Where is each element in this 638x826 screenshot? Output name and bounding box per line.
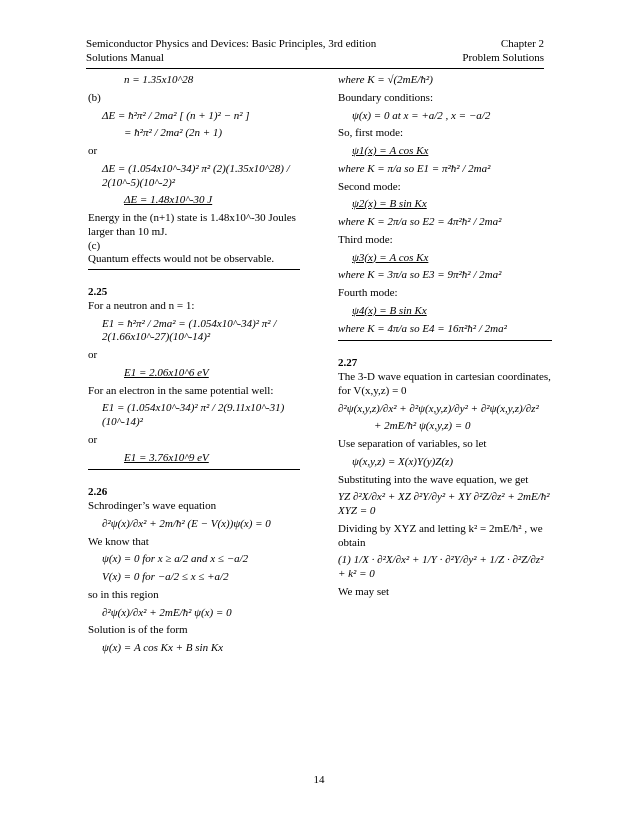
section-2-27-title: 2.27 bbox=[338, 357, 358, 370]
s227-separation: Use separation of variables, so let bbox=[338, 438, 487, 450]
s227-equation-4: (1) 1/X · ∂²X/∂x² + 1/Y · ∂²Y/∂y² + 1/Z · ∂²Z/∂z² + k² = 0 bbox=[338, 554, 544, 580]
chapter-label: Chapter 2 bbox=[500, 38, 544, 50]
mode-4-eq: ψ4(x) = B sin Kx bbox=[352, 304, 427, 317]
section-2-25-title: 2.25 bbox=[88, 286, 108, 298]
s227-equation-3: YZ ∂²X/∂x² + XZ ∂²Y/∂y² + XY ∂²Z/∂z² + 2mE/ħ² XYZ = 0 bbox=[338, 491, 550, 517]
s227-equation-1: ∂²ψ(x,y,z)/∂x² + ∂²ψ(x,y,z)/∂y² + ∂²ψ(x,y,z)/∂z² bbox=[338, 402, 539, 415]
s227-equation-1b: + 2mE/ħ² ψ(x,y,z) = 0 bbox=[374, 420, 471, 433]
s226-equation-3: V(x) = 0 for −a/2 ≤ x ≤ +a/2 bbox=[102, 571, 229, 583]
s225-equation-2: E1 = (1.054x10^-34)² π² / 2(9.11x10^-31)(10^-14)² bbox=[102, 402, 285, 428]
or-text: or bbox=[88, 349, 98, 361]
s226-equation-2: ψ(x) = 0 for x ≥ a/2 and x ≤ −a/2 bbox=[102, 553, 249, 566]
left-column bbox=[88, 70, 300, 660]
s227-equation-2: ψ(x,y,z) = X(x)Y(y)Z(z) bbox=[352, 455, 453, 468]
n-value: n = 1.35x10^28 bbox=[124, 74, 194, 86]
c-text: Quantum effects would not be observable. bbox=[88, 253, 275, 266]
s227-obtain: obtain bbox=[338, 536, 366, 549]
s226-equation-4: ∂²ψ(x)/∂x² + 2mE/ħ² ψ(x) = 0 bbox=[102, 606, 232, 619]
page-header bbox=[86, 38, 544, 69]
b-equation-2: = ħ²π² / 2ma² (2n + 1) bbox=[124, 127, 223, 140]
manual-label: Solutions Manual bbox=[86, 51, 164, 64]
s226-region: so in this region bbox=[88, 588, 159, 601]
mode-2-where: where K = 2π/a so E2 = 4π²ħ² / 2ma² bbox=[338, 216, 502, 228]
section-divider bbox=[88, 469, 300, 470]
boundary-equation: ψ(x) = 0 at x = +a/2 , x = −a/2 bbox=[352, 109, 491, 122]
section-divider bbox=[338, 340, 552, 341]
s225-result-2: E1 = 3.76x10^9 eV bbox=[124, 451, 209, 464]
s225-equation-1: E1 = ħ²π² / 2ma² = (1.054x10^-34)² π² / 2(1.66x10^-27)(10^-14)² bbox=[102, 317, 277, 344]
s227-intro: The 3-D wave equation in cartesian coordinates, for V(x,y,z) = 0 bbox=[338, 371, 551, 397]
b-equation-3: ΔE = (1.054x10^-34)² π² (2)(1.35x10^28) / 2(10^-5)(10^-2)² bbox=[102, 162, 290, 189]
right-column bbox=[338, 70, 552, 600]
or-text: or bbox=[88, 433, 98, 446]
b-result: ΔE = 1.48x10^-30 J bbox=[124, 194, 213, 207]
s226-solution: Solution is of the form bbox=[88, 624, 188, 637]
s225-intro: For a neutron and n = 1: bbox=[88, 299, 195, 312]
s226-intro: Schrodinger’s wave equation bbox=[88, 500, 217, 512]
s227-dividing: Dividing by XYZ and letting k² = 2mE/ħ² , we bbox=[338, 522, 543, 535]
first-mode-label: So, first mode: bbox=[338, 127, 404, 140]
or-text: or bbox=[88, 145, 98, 157]
mode-2-eq: ψ2(x) = B sin Kx bbox=[352, 198, 427, 211]
b-equation-1: ΔE = ħ²π² / 2ma² [ (n + 1)² − n² ] bbox=[102, 109, 250, 122]
second-mode-label: Second mode: bbox=[338, 180, 401, 193]
part-b-label: (b) bbox=[88, 91, 101, 104]
boundary-conditions: Boundary conditions: bbox=[338, 91, 434, 104]
s227-set: We may set bbox=[338, 585, 390, 598]
section-divider bbox=[88, 269, 300, 270]
mode-1-where: where K = π/a so E1 = π²ħ² / 2ma² bbox=[338, 162, 491, 175]
s227-substituting: Substituting into the wave equation, we get bbox=[338, 473, 529, 486]
section-label: Problem Solutions bbox=[462, 51, 544, 64]
mode-4-where: where K = 4π/a so E4 = 16π²ħ² / 2ma² bbox=[338, 322, 507, 335]
s226-equation-5: ψ(x) = A cos Kx + B sin Kx bbox=[102, 642, 224, 654]
fourth-mode-label: Fourth mode: bbox=[338, 287, 398, 299]
third-mode-label: Third mode: bbox=[338, 233, 393, 246]
mode-1-eq: ψ1(x) = A cos Kx bbox=[352, 145, 429, 157]
mode-3-eq: ψ3(x) = A cos Kx bbox=[352, 251, 429, 264]
s225-result-1: E1 = 2.06x10^6 eV bbox=[124, 366, 209, 379]
book-title: Semiconductor Physics and Devices: Basic Principles, 3rd edition bbox=[86, 38, 377, 50]
s226-equation-1: ∂²ψ(x)/∂x² + 2m/ħ² (E − V(x))ψ(x) = 0 bbox=[102, 517, 271, 530]
mode-3-where: where K = 3π/a so E3 = 9π²ħ² / 2ma² bbox=[338, 269, 502, 282]
s226-know: We know that bbox=[88, 535, 149, 548]
where-k: where K = √(2mE/ħ²) bbox=[338, 74, 433, 86]
s225-electron-text: For an electron in the same potential well: bbox=[88, 384, 274, 397]
section-2-26-title: 2.26 bbox=[88, 486, 108, 499]
page-number: 14 bbox=[313, 774, 325, 786]
b-text: Energy in the (n+1) state is 1.48x10^-30 Joules larger than 10 mJ. bbox=[88, 212, 296, 238]
part-c-label: (c) bbox=[88, 239, 101, 252]
header-rule bbox=[86, 68, 544, 69]
